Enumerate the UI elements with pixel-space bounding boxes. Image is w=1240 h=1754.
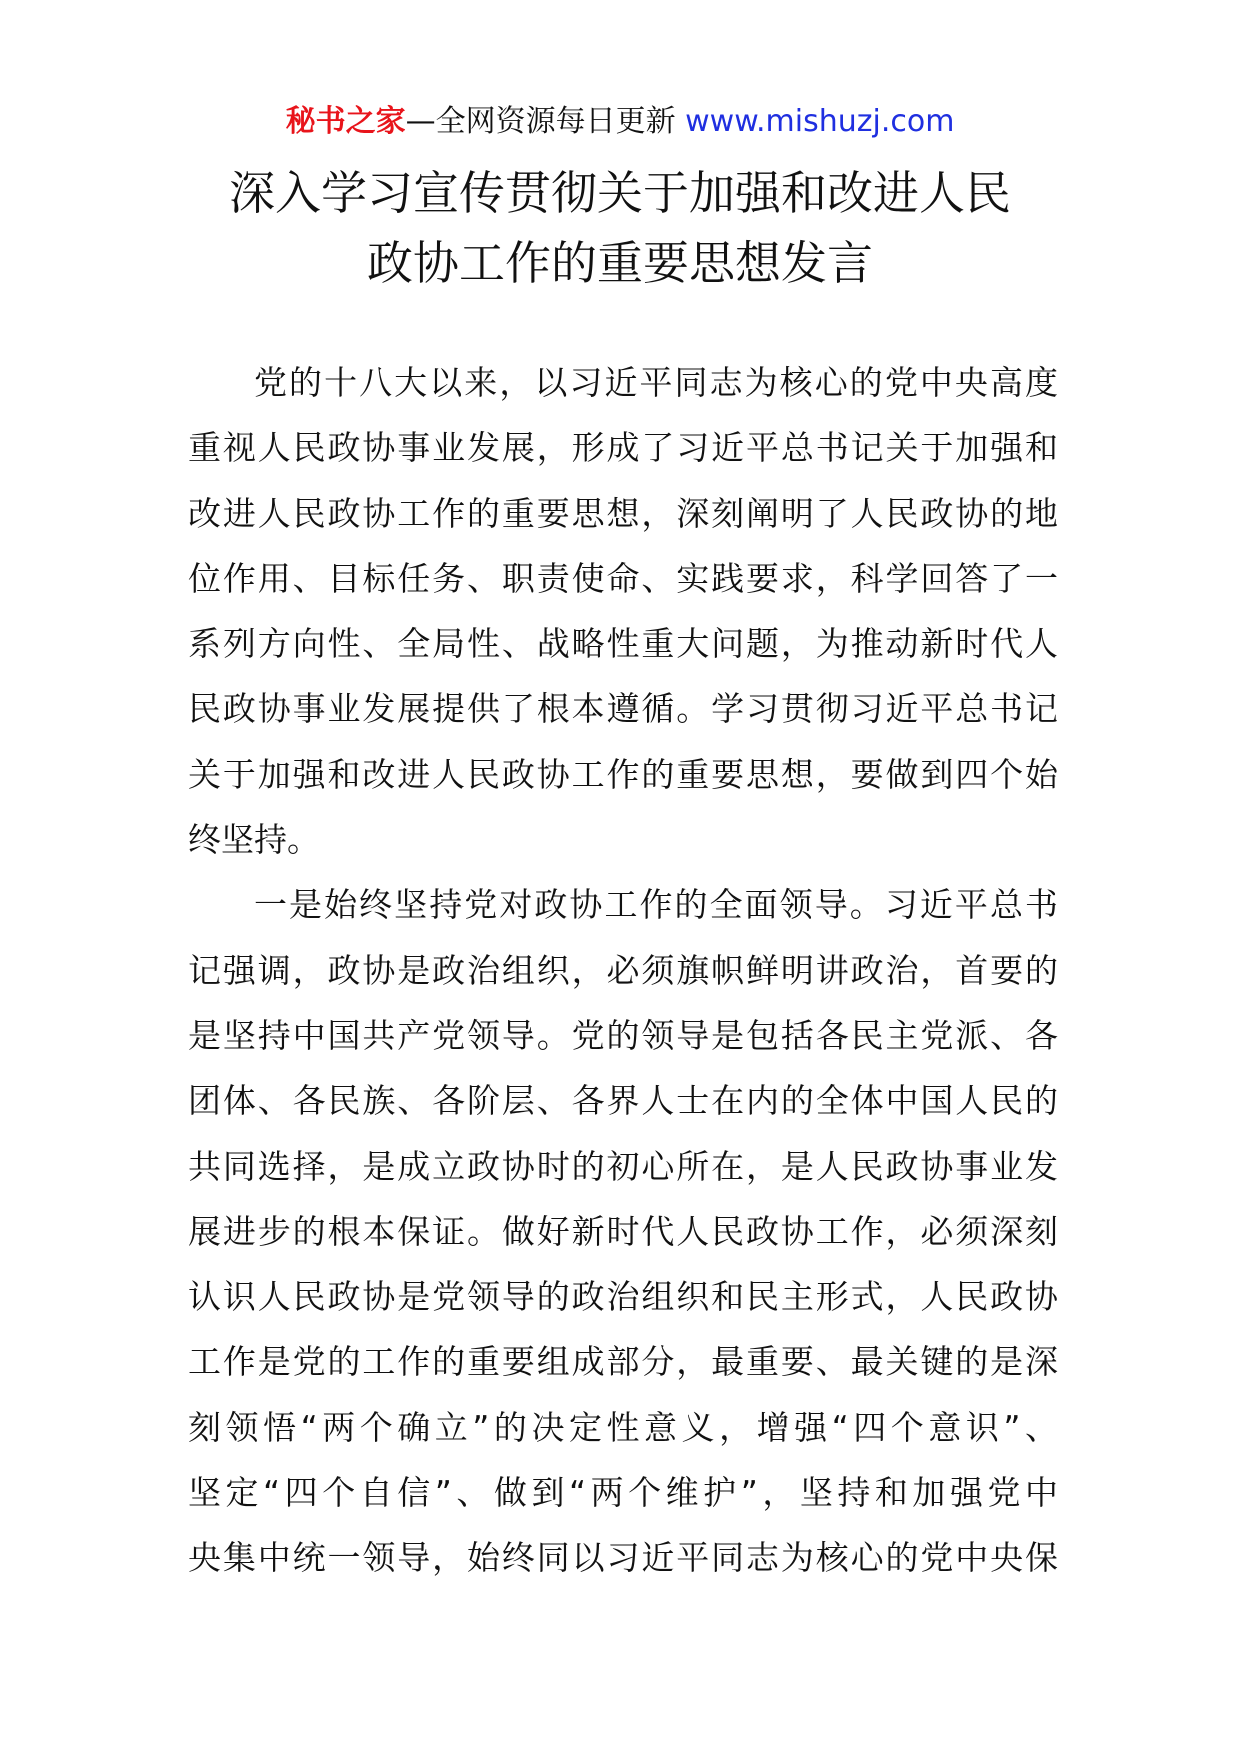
paragraph-line: 位作用、目标任务、职责使命、实践要求，科学回答了一 [188, 558, 1058, 598]
paragraph-line: 重视人民政协事业发展，形成了习近平总书记关于加强和 [188, 428, 1058, 468]
paragraph-line: 党的十八大以来，以习近平同志为核心的党中央高度 [254, 363, 1058, 402]
title-line: 深入学习宣传贯彻关于加强和改进人民 [229, 166, 1011, 220]
paragraph-2 [188, 872, 1058, 1590]
paragraph-line: 是坚持中国共产党领导。党的领导是包括各民主党派、各 [188, 1015, 1058, 1055]
paragraph-line: 共同选择，是成立政协时的初心所在，是人民政协事业发 [188, 1146, 1058, 1186]
site-brand-name: 秘书之家 [285, 104, 406, 139]
paragraph-line: 改进人民政协工作的重要思想，深刻阐明了人民政协的地 [188, 493, 1058, 533]
site-slogan: —全网资源每日更新 [405, 104, 686, 139]
paragraph-line: 团体、各民族、各阶层、各界人士在内的全体中国人民的 [188, 1081, 1058, 1121]
paragraph-line: 工作是党的工作的重要组成部分，最重要、最关键的是深 [188, 1342, 1058, 1382]
paragraph-line: 记强调，政协是政治组织，必须旗帜鲜明讲政治，首要的 [188, 950, 1058, 990]
paragraph-line: 认识人民政协是党领导的政治组织和民主形式，人民政协 [188, 1277, 1058, 1317]
paragraph-1 [188, 350, 1058, 872]
paragraph-line: 一是始终坚持党对政协工作的全面领导。习近平总书 [254, 885, 1058, 925]
document-title [0, 158, 1240, 298]
paragraph-line: 民政协事业发展提供了根本遵循。学习贯彻习近平总书记 [188, 689, 1058, 729]
paragraph-line: 展进步的根本保证。做好新时代人民政协工作，必须深刻 [188, 1211, 1058, 1251]
site-banner [0, 100, 1240, 144]
paragraph-line: 央集中统一领导，始终同以习近平同志为核心的党中央保 [188, 1538, 1058, 1578]
site-url-link[interactable]: www.mishuzj.com [685, 104, 955, 139]
paragraph-line: 系列方向性、全局性、战略性重大问题，为推动新时代人 [188, 624, 1058, 664]
paragraph-line: 关于加强和改进人民政协工作的重要思想，要做到四个始 [188, 754, 1058, 794]
title-line: 政协工作的重要思想发言 [367, 236, 873, 290]
paragraph-line: 坚定“四个自信”、做到“两个维护”，坚持和加强党中 [188, 1473, 1058, 1513]
paragraph-line: 终坚持。 [188, 820, 320, 860]
document-body [188, 350, 1058, 1591]
paragraph-line: 刻领悟“两个确立”的决定性意义，增强“四个意识”、 [188, 1407, 1058, 1447]
